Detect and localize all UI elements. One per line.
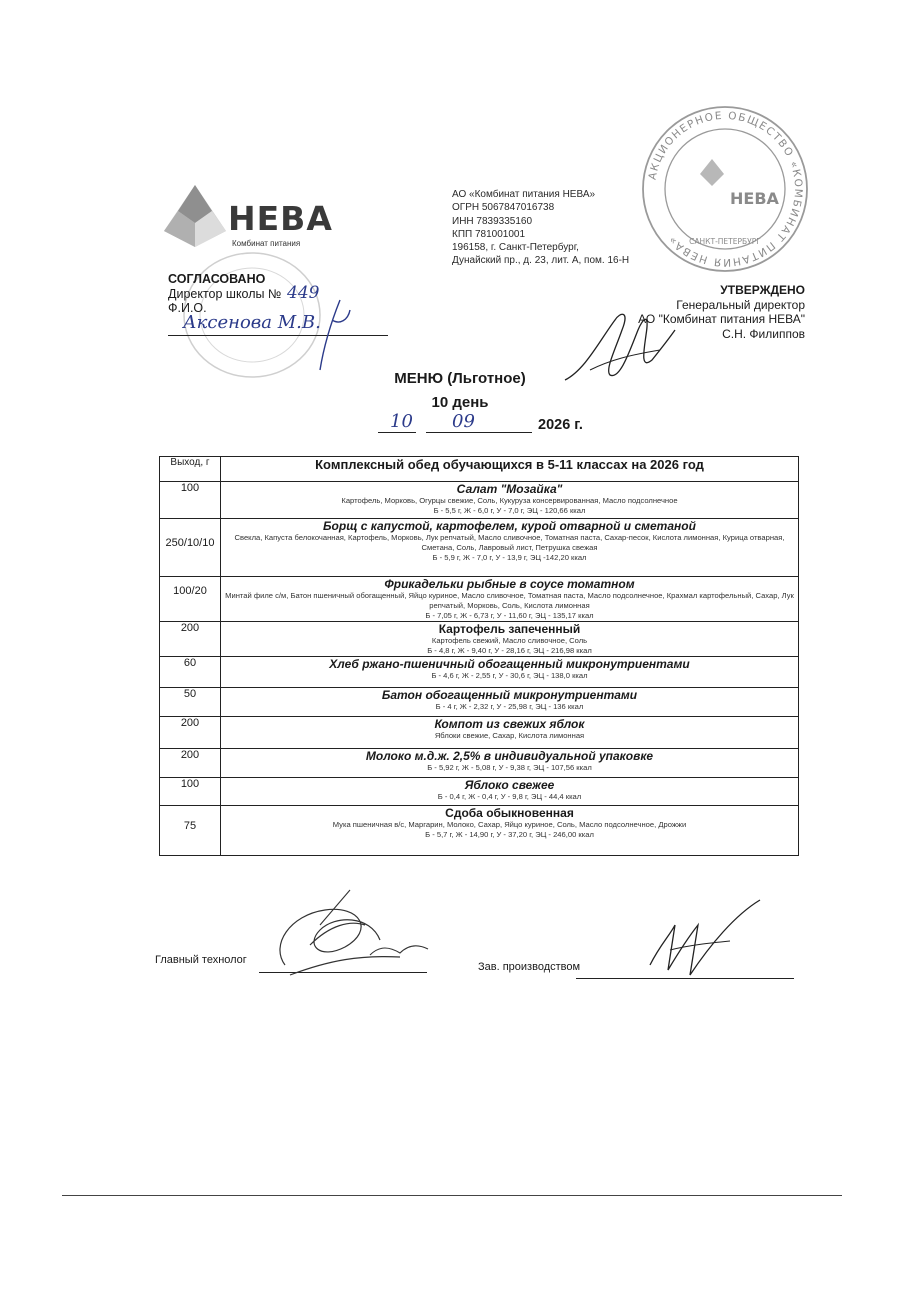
chief-technologist-label: Главный технолог xyxy=(155,954,247,966)
agreed-fio-label: Ф.И.О. xyxy=(168,301,207,315)
table-row xyxy=(160,749,799,778)
table-row xyxy=(160,806,799,856)
dish-name: Борщ с капустой, картофелем, курой отварной и сметаной xyxy=(323,519,696,533)
director-signature-icon xyxy=(310,290,360,380)
dish-nutrition: Б - 5,7 г, Ж - 14,90 г, У - 37,20 г, ЭЦ - 246,00 ккал xyxy=(425,830,594,839)
stamp-center-text: НЕВА xyxy=(730,189,779,208)
date-month-line xyxy=(426,432,532,433)
menu-table xyxy=(159,456,799,856)
row-yield: 200 xyxy=(160,622,221,657)
company-ogrn: ОГРН 5067847016738 xyxy=(452,202,555,214)
row-description xyxy=(221,482,799,519)
company-address-1: 196158, г. Санкт-Петербург, xyxy=(452,242,579,254)
col-yield-header: Выход, г xyxy=(160,457,221,482)
stamp-city-text: САНКТ-ПЕТЕРБУРГ xyxy=(689,237,761,246)
table-row xyxy=(160,688,799,717)
row-yield: 75 xyxy=(160,806,221,856)
menu-date xyxy=(378,411,608,437)
agreed-title: СОГЛАСОВАНО xyxy=(168,272,266,286)
stamp-ring-text: АКЦИОНЕРНОЕ ОБЩЕСТВО «КОМБИНАТ ПИТАНИЯ НЕВА» xyxy=(646,109,805,269)
logo-diamond-icon xyxy=(162,183,228,249)
dish-name: Сдоба обыкновенная xyxy=(445,806,574,820)
row-description xyxy=(221,778,799,806)
production-manager-signature-icon xyxy=(640,895,780,980)
row-yield: 250/10/10 xyxy=(160,519,221,577)
production-manager-label: Зав. производством xyxy=(478,961,581,973)
row-description xyxy=(221,749,799,778)
approved-person: С.Н. Филиппов xyxy=(722,326,805,341)
logo-subtitle: Комбинат питания xyxy=(232,239,301,248)
table-row xyxy=(160,482,799,519)
date-day-line xyxy=(378,432,416,433)
row-yield: 60 xyxy=(160,657,221,688)
date-year: 2026 г. xyxy=(538,417,583,433)
row-description xyxy=(221,577,799,622)
dish-ingredients: Свекла, Капуста белокочанная, Картофель, Морковь, Лук репчатый, Масло сливочное, Томатная паста, Сахар-песок, Кислота лимонная, Курица отварная, Сметана, Соль, Лавровый лист, Петрушка свежая xyxy=(234,533,785,552)
dish-name: Фрикадельки рыбные в соусе томатном xyxy=(384,577,635,591)
row-description xyxy=(221,657,799,688)
dish-name: Хлеб ржано-пшеничный обогащенный микронутриентами xyxy=(329,657,690,671)
dish-name: Яблоко свежее xyxy=(464,778,555,792)
table-row xyxy=(160,778,799,806)
row-yield: 200 xyxy=(160,717,221,749)
table-row xyxy=(160,717,799,749)
col-title-header: Комплексный обед обучающихся в 5-11 классах на 2026 год xyxy=(221,457,799,482)
menu-day: 10 день xyxy=(431,394,489,411)
company-name: АО «Комбинат питания НЕВА» xyxy=(452,189,596,200)
company-stamp-icon xyxy=(640,104,810,274)
row-description xyxy=(221,688,799,717)
row-description xyxy=(221,622,799,657)
row-description xyxy=(221,519,799,577)
date-month: 09 xyxy=(452,411,475,432)
dish-nutrition: Б - 5,9 г, Ж - 7,0 г, У - 13,9 г, ЭЦ -142,20 ккал xyxy=(432,553,587,562)
row-description xyxy=(221,717,799,749)
approved-company: АО "Комбинат питания НЕВА" xyxy=(638,312,805,326)
page-bottom-rule xyxy=(62,1195,842,1196)
table-header-row xyxy=(160,457,799,482)
dish-ingredients: Картофель свежий, Масло сливочное, Соль xyxy=(431,636,588,645)
logo-word: НЕВА xyxy=(228,199,333,238)
dish-name: Батон обогащенный микронутриентами xyxy=(381,688,638,702)
table-row xyxy=(160,657,799,688)
dish-name: Картофель запеченный xyxy=(438,622,581,636)
dish-ingredients: Мука пшеничная в/с, Маргарин, Молоко, Сахар, Яйцо куриное, Соль, Масло подсолнечное, Дрожжи xyxy=(332,820,687,829)
dish-ingredients: Минтай филе с/м, Батон пшеничный обогащенный, Яйцо куриное, Масло сливочное, Томатная паста, Масло подсолнечное, Крахмал картофельный, Сахар, Лук репчатый, Морковь, Соль, Кислота лимонная xyxy=(225,591,794,610)
row-yield: 100 xyxy=(160,778,221,806)
menu-title: МЕНЮ (Льготное) xyxy=(394,370,526,387)
dish-nutrition: Б - 7,05 г, Ж - 6,73 г, У - 11,60 г, ЭЦ - 135,17 ккал xyxy=(425,611,594,620)
table-row xyxy=(160,577,799,622)
table-row xyxy=(160,622,799,657)
dish-name: Салат "Мозайка" xyxy=(456,482,563,496)
dish-name: Компот из свежих яблок xyxy=(434,717,585,731)
company-address-2: Дунайский пр., д. 23, лит. А, пом. 16-Н xyxy=(452,255,630,267)
company-inn: ИНН 7839335160 xyxy=(452,215,533,227)
dish-nutrition: Б - 0,4 г, Ж - 0,4 г, У - 9,8 г, ЭЦ - 44,4 ккал xyxy=(437,792,582,801)
row-yield: 50 xyxy=(160,688,221,717)
dish-ingredients: Яблоки свежие, Сахар, Кислота лимонная xyxy=(434,731,585,740)
company-logo xyxy=(162,183,347,253)
chief-technologist-signature-icon xyxy=(250,885,430,980)
date-day: 10 xyxy=(390,411,413,432)
agreed-school-number: 449 xyxy=(287,283,320,303)
agreed-director-label: Директор школы № xyxy=(168,287,282,301)
row-yield: 100 xyxy=(160,482,221,519)
dish-nutrition: Б - 5,5 г, Ж - 6,0 г, У - 7,0 г, ЭЦ - 120,66 ккал xyxy=(433,506,586,515)
approved-title: УТВЕРЖДЕНО xyxy=(720,283,805,297)
dish-ingredients: Картофель, Морковь, Огурцы свежие, Соль, Кукуруза консервированная, Масло подсолнечное xyxy=(341,496,678,505)
agreed-handwritten-name: Аксенова М.В. xyxy=(183,312,321,333)
dish-nutrition: Б - 4,6 г, Ж - 2,55 г, У - 30,6 г, ЭЦ - 138,0 ккал xyxy=(431,671,588,680)
company-details xyxy=(452,188,652,268)
row-yield: 100/20 xyxy=(160,577,221,622)
dish-nutrition: Б - 4 г, Ж - 2,32 г, У - 25,98 г, ЭЦ - 136 ккал xyxy=(435,702,584,711)
table-row xyxy=(160,519,799,577)
row-description xyxy=(221,806,799,856)
company-kpp: КПП 781001001 xyxy=(452,228,526,240)
dish-nutrition: Б - 5,92 г, Ж - 5,08 г, У - 9,38 г, ЭЦ - 107,56 ккал xyxy=(427,763,592,772)
approved-position: Генеральный директор xyxy=(676,297,805,312)
dish-name: Молоко м.д.ж. 2,5% в индивидуальной упаковке xyxy=(365,749,654,763)
dish-nutrition: Б - 4,8 г, Ж - 9,40 г, У - 28,16 г, ЭЦ - 216,98 ккал xyxy=(427,646,592,655)
row-yield: 200 xyxy=(160,749,221,778)
